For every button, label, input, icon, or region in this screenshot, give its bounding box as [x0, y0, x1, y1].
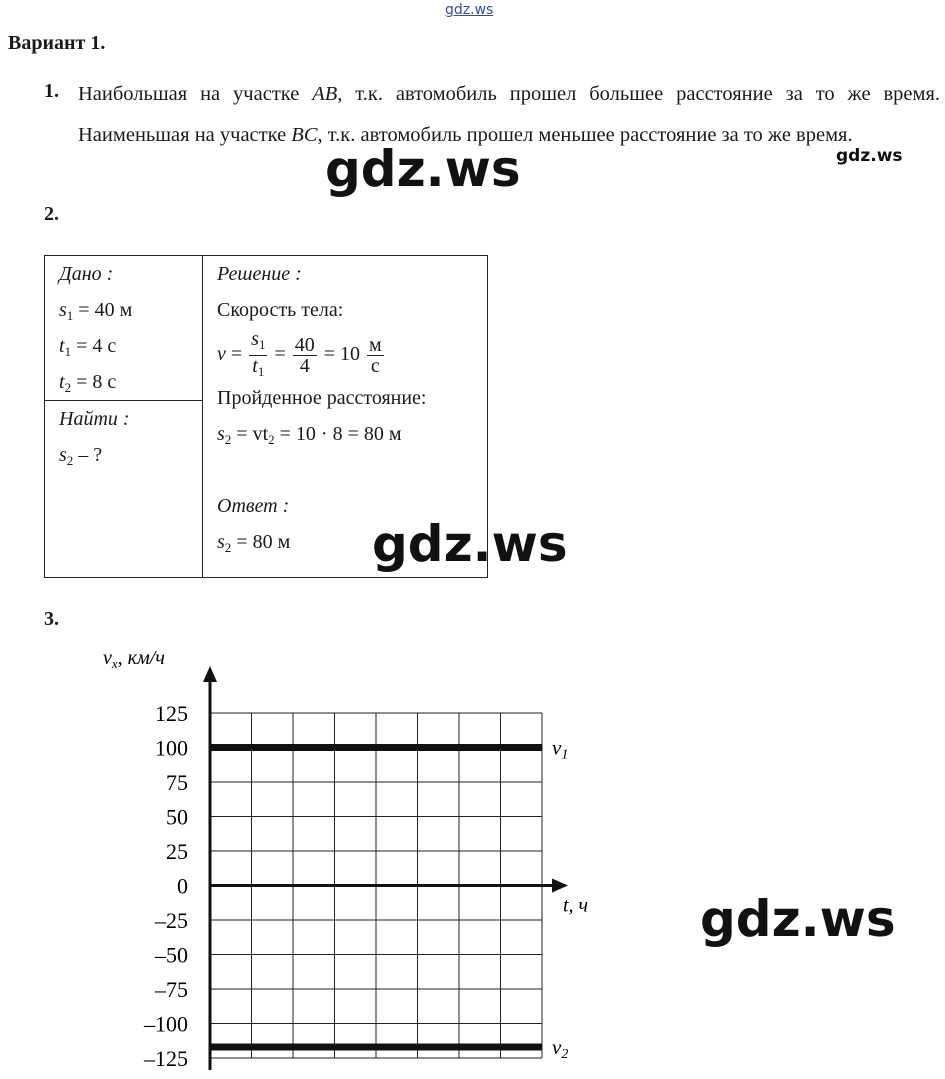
y-tick-label: –50	[155, 942, 188, 968]
fraction-s1-t1: $\frac{s_1}{t_1}$	[251, 327, 266, 379]
given-s1: $s_1 = 40$ м	[59, 299, 133, 323]
speed-label: Скорость тела:	[217, 299, 344, 321]
speed-formula: v = $\frac{s_1}{t_1}$ = $\frac{40}{4}$ = 10 $\frac{м}{с}$	[217, 328, 487, 380]
given-cell	[45, 256, 203, 401]
task1-seg1: AB	[312, 83, 338, 105]
x-axis-label: t, ч	[563, 894, 589, 917]
y-tick-labels	[143, 701, 188, 1071]
distance-label: Пройденное расстояние:	[217, 387, 427, 409]
find-cell	[45, 401, 203, 578]
watermark-big-1: gdz.ws	[325, 140, 521, 198]
solution-table	[44, 255, 488, 578]
x-axis-arrow-icon	[552, 879, 568, 893]
fraction-40-4: $\frac{40}{4}$	[294, 333, 315, 377]
watermark-big-2: gdz.ws	[372, 515, 568, 573]
series-label-v2: v2	[552, 1034, 569, 1062]
y-tick-label: –100	[144, 1011, 188, 1037]
answer-label: Ответ :	[217, 495, 290, 517]
task1-text	[78, 74, 940, 156]
given-label: Дано :	[59, 263, 114, 285]
task3-number: 3.	[44, 608, 59, 630]
chart-axes	[203, 666, 568, 1070]
solution-cell	[203, 256, 488, 578]
spacer	[217, 452, 487, 488]
given-t1: $t_1 = 4$ с	[59, 335, 117, 359]
watermark-small: gdz.ws	[836, 146, 903, 166]
given-t2: $t_2 = 8$ с	[59, 371, 117, 395]
y-tick-label: 125	[155, 701, 188, 726]
find-label: Найти :	[59, 408, 130, 430]
y-tick-label: 50	[166, 804, 188, 830]
y-tick-label: 75	[166, 770, 188, 795]
y-tick-label: –75	[155, 977, 188, 1002]
series-label-v1: v1	[552, 735, 569, 763]
find-s2: $s_2$ – ?	[59, 444, 103, 468]
y-tick-label: –25	[155, 908, 188, 933]
distance-formula: $s_2 = vt_2 = 10 \cdot 8 = 80$ м	[217, 423, 402, 447]
variant-heading: Вариант 1.	[8, 32, 106, 54]
y-tick-label: 100	[155, 735, 188, 761]
task1-text-b: , т.к. автомобиль прошел большее расстояние за то же время. Наименьшая на участке	[78, 83, 941, 146]
y-tick-label: 0	[177, 873, 188, 899]
fraction-unit: $\frac{м}{с}$	[369, 333, 382, 377]
chart-series	[210, 736, 568, 1062]
velocity-chart	[0, 640, 945, 1079]
y-axis-label: $v_x$, км/ч	[103, 647, 165, 671]
answer-value: $s_2 = 80$ м	[217, 531, 291, 555]
task1-text-c: , т.к. автомобиль прошел меньшее расстояние за то же время.	[317, 124, 853, 146]
task1-seg2: BC	[291, 124, 318, 146]
y-tick-label: 25	[166, 839, 188, 864]
task1-number: 1.	[44, 80, 59, 102]
solution-label: Решение :	[217, 263, 302, 285]
task1-text-a: Наибольшая на участке	[78, 83, 313, 105]
task2-number: 2.	[44, 203, 59, 225]
y-tick-label: –125	[144, 1046, 188, 1071]
y-axis-arrow-icon	[203, 666, 217, 682]
watermark-big-3: gdz.ws	[700, 890, 896, 948]
watermark-top[interactable]: gdz.ws	[445, 2, 494, 18]
